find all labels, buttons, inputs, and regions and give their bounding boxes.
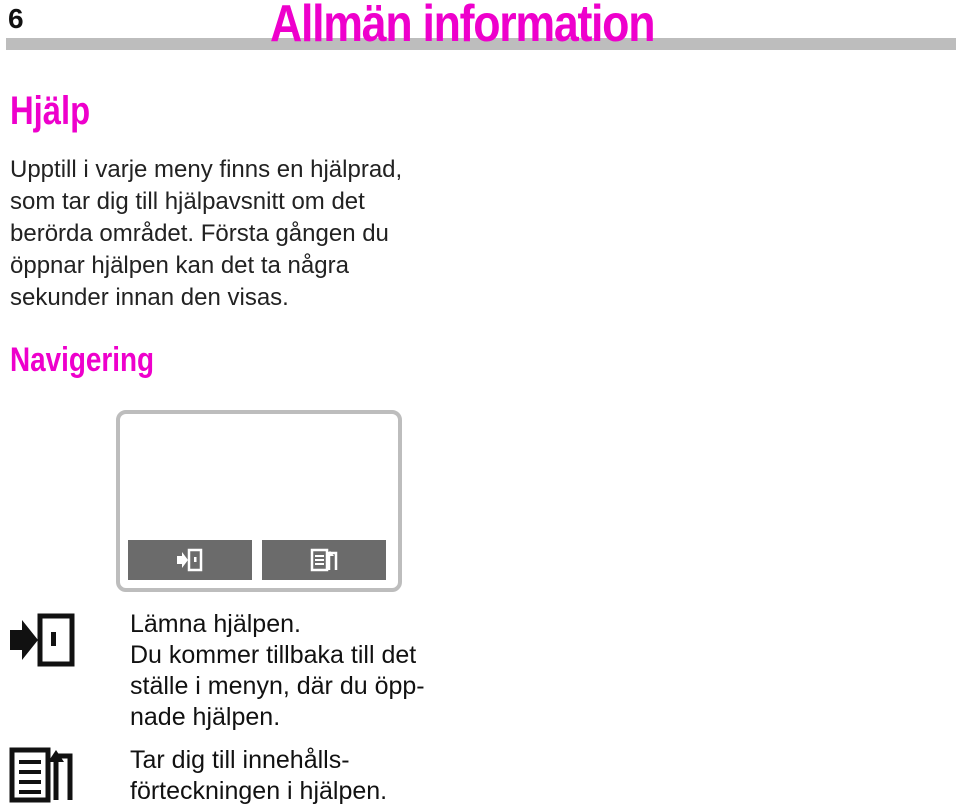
help-line: berörda området. Första gången du xyxy=(10,220,389,247)
exit-help-line: nade hjälpen. xyxy=(130,703,281,731)
navigation-heading: Navigering xyxy=(10,341,155,379)
help-line: sekunder innan den visas. xyxy=(10,284,289,311)
help-line: Upptill i varje meny finns en hjälprad, xyxy=(10,156,403,183)
legend-help-index xyxy=(6,744,78,809)
exit-help-icon xyxy=(6,612,78,668)
help-index-icon xyxy=(6,744,78,804)
help-line: som tar dig till hjälpavsnitt om det xyxy=(10,188,365,215)
legend-exit-help xyxy=(6,612,78,673)
help-index-description xyxy=(130,745,550,807)
help-line: öppnar hjälpen kan det ta några xyxy=(10,252,349,279)
help-index-icon xyxy=(309,547,339,573)
softkey-exit-help[interactable] xyxy=(128,540,252,580)
exit-help-line: ställe i menyn, där du öpp- xyxy=(130,672,425,700)
exit-help-line: Du kommer tillbaka till det xyxy=(130,641,417,669)
page-number: 6 xyxy=(8,3,24,34)
softkey-help-index[interactable] xyxy=(262,540,386,580)
phone-display xyxy=(116,410,402,592)
exit-help-description xyxy=(130,609,550,733)
help-paragraph xyxy=(10,154,470,314)
chapter-title: Allmän information xyxy=(270,0,655,53)
exit-help-line: Lämna hjälpen. xyxy=(130,610,301,638)
exit-help-icon xyxy=(175,547,205,573)
help-index-line: Tar dig till innehålls- xyxy=(130,746,350,774)
help-index-line: förteckningen i hjälpen. xyxy=(130,777,388,805)
help-heading: Hjälp xyxy=(10,89,91,133)
